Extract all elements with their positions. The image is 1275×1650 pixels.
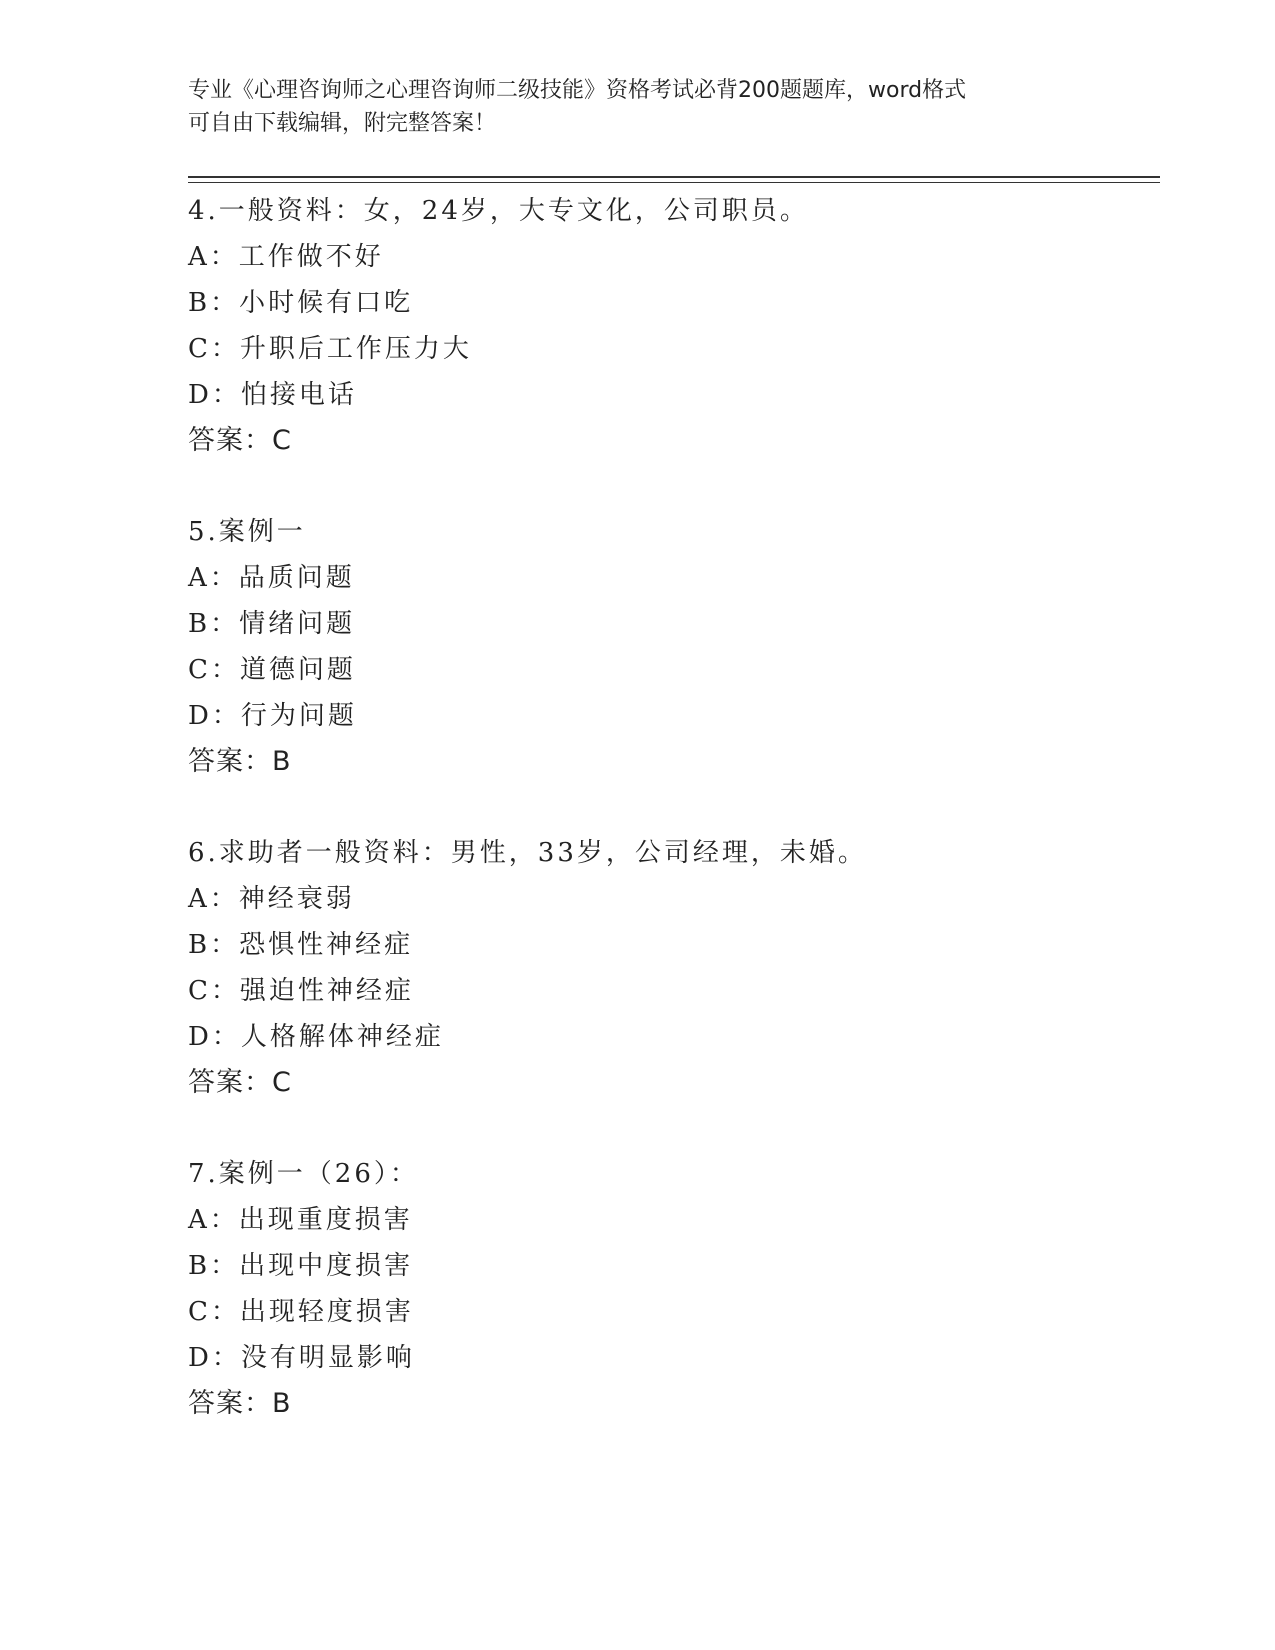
question-6 bbox=[188, 830, 1168, 1106]
option-a: A：工作做不好 bbox=[188, 242, 384, 272]
question-stem: 6.求助者一般资料：男性，33岁，公司经理，未婚。 bbox=[188, 838, 867, 868]
header-divider-thick bbox=[188, 176, 1160, 178]
option-b: B：情绪问题 bbox=[188, 609, 356, 639]
option-a: A：出现重度损害 bbox=[188, 1205, 413, 1235]
option-d: D：没有明显影响 bbox=[188, 1343, 415, 1373]
question-4 bbox=[188, 188, 1168, 464]
answer-label: 答案：C bbox=[188, 425, 292, 456]
option-a: A：神经衰弱 bbox=[188, 884, 355, 914]
option-b: B：小时候有口吃 bbox=[188, 288, 414, 318]
question-list bbox=[188, 188, 1168, 1472]
question-stem: 5.案例一 bbox=[188, 517, 306, 547]
option-c: C：升职后工作压力大 bbox=[188, 334, 472, 364]
option-d: D：怕接电话 bbox=[188, 380, 357, 410]
question-5 bbox=[188, 509, 1168, 785]
option-a: A：品质问题 bbox=[188, 563, 355, 593]
option-c: C：强迫性神经症 bbox=[188, 976, 414, 1006]
option-d: D：行为问题 bbox=[188, 701, 357, 731]
option-d: D：人格解体神经症 bbox=[188, 1022, 444, 1052]
header-line-2: 可自由下载编辑，附完整答案！ bbox=[188, 111, 497, 136]
option-b: B：恐惧性神经症 bbox=[188, 930, 414, 960]
option-b: B：出现中度损害 bbox=[188, 1251, 414, 1281]
question-stem: 7.案例一（26）： bbox=[188, 1159, 419, 1189]
option-c: C：道德问题 bbox=[188, 655, 356, 685]
header-line-1: 专业《心理咨询师之心理咨询师二级技能》资格考试必背200题题库，word格式 bbox=[188, 78, 967, 103]
document-header bbox=[188, 74, 1088, 140]
answer-label: 答案：C bbox=[188, 1067, 292, 1098]
header-divider-thin bbox=[188, 182, 1160, 183]
answer-label: 答案：B bbox=[188, 1388, 292, 1419]
answer-label: 答案：B bbox=[188, 746, 292, 777]
option-c: C：出现轻度损害 bbox=[188, 1297, 414, 1327]
question-stem: 4.一般资料：女，24岁，大专文化，公司职员。 bbox=[188, 196, 809, 226]
question-7 bbox=[188, 1151, 1168, 1427]
